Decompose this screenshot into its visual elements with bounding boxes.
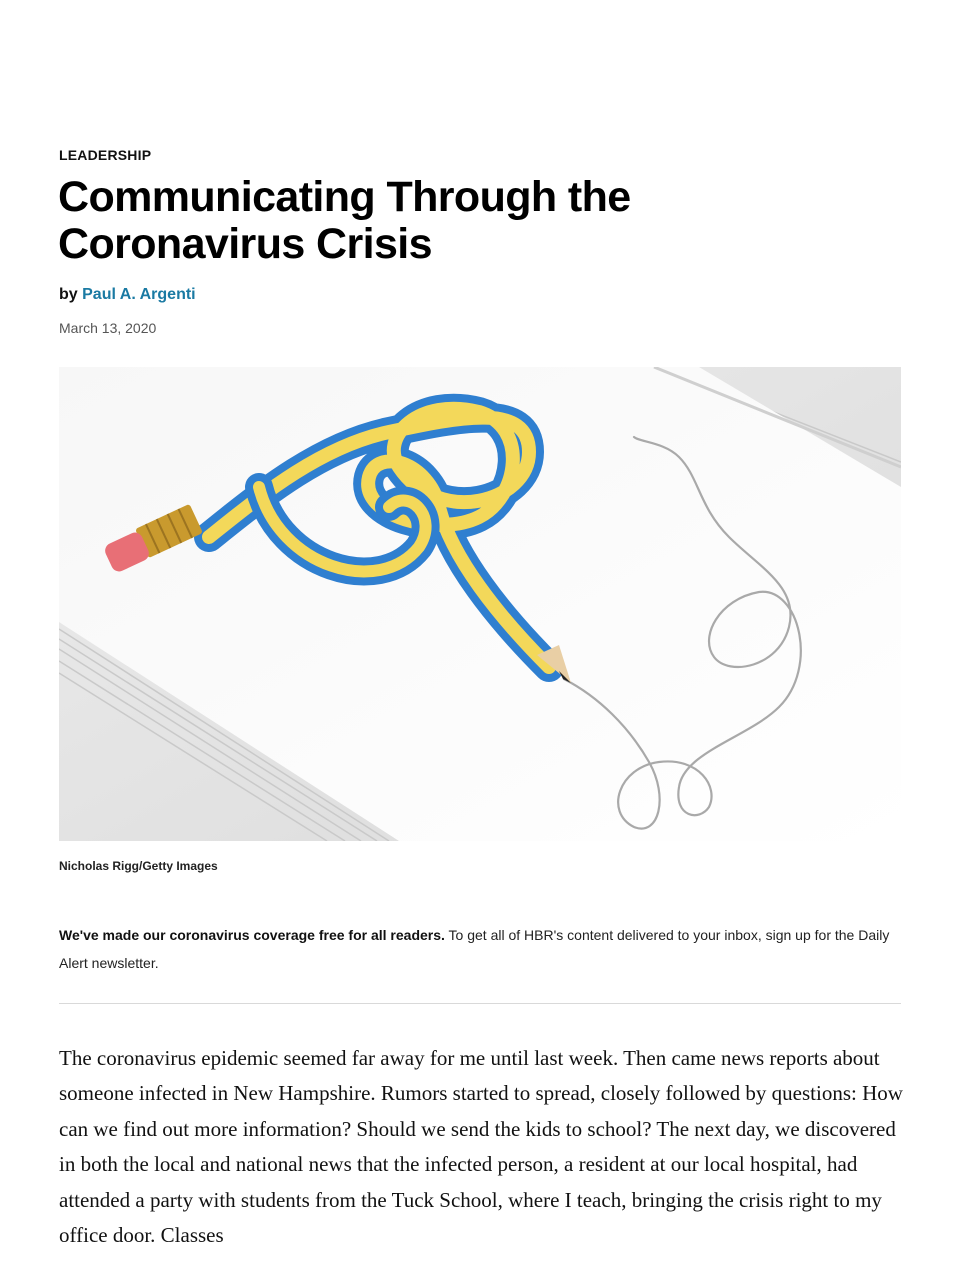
hero-image (59, 367, 901, 841)
article-title: Communicating Through the Coronavirus Crisis (58, 173, 631, 268)
notice-signup-text[interactable]: To get all of HBR's content delivered to your inbox, sign up for the Daily Alert newsletter. (59, 927, 890, 971)
byline (59, 286, 196, 304)
image-caption: Nicholas Rigg/Getty Images (59, 859, 218, 873)
publish-date: March 13, 2020 (59, 320, 157, 336)
coverage-notice (59, 921, 901, 977)
author-link[interactable]: Paul A. Argenti (82, 286, 196, 303)
article-body-paragraph: The coronavirus epidemic seemed far away for me until last week. Then came news reports about someone infected in New Hampshire. Rumors started to spread, closely followed by questions: How can we find out more information? Should we send the kids to school? The next day, we discovered in both the local and national news that the infected person, a resident at our local hospital, had attended a party with students from the Tuck School, where I teach, bringing the crisis right to my office door. Classes (59, 1046, 903, 1248)
section-label[interactable]: LEADERSHIP (59, 147, 152, 163)
byline-prefix: by (59, 286, 78, 303)
notice-bold: We've made our coronavirus coverage free for all readers. (59, 927, 445, 943)
knotted-pencil-illustration (59, 367, 901, 841)
divider (59, 1003, 901, 1004)
